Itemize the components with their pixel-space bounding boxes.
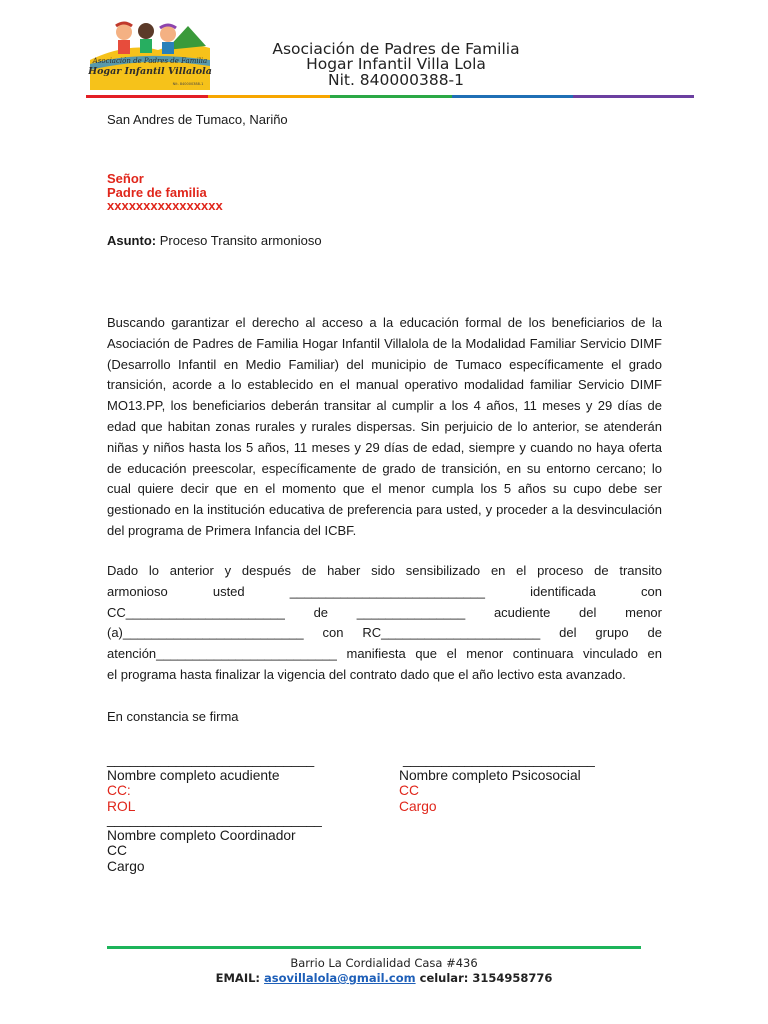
- paragraph-2-line: Dado lo anterior y después de haber sido sensibilizado en el proceso de transito: [107, 563, 662, 578]
- body-paragraph-1: Buscando garantizar el derecho al acceso a la educación formal de los beneficiarios de la Asociación de Padres de Familia Hogar Infantil Villalola de la Modalidad Familiar Servicio DIMF (Desarrollo Infantil en Medio Familiar) del municipio de Tumaco específicamente el grado transición, acorde a lo establecido en el manual operativo modalidad familiar Servicio DIMF MO13.PP, los beneficiarios deberán transitar al cumplir a los 4 años, 11 meses y 29 días de edad que habitan zonas rurales y rurales dispersas. Sin perjuicio de lo anterior, se atenderán niñas y niños hasta los 5 años, 11 meses y 29 días de edad, siempre y cuando no haya oferta de educación preescolar, específicamente de grado de transición, en su entorno cercano; lo cual quiere decir que en el momento que el menor cumpla los 5 años su cupo debe ser gestionado en la institución educativa de preferencia para usted, y proceder a la desvinculación del programa de Primera Infancia del ICBF.: [107, 315, 662, 538]
- logo-text-line1: Asociación de Padres de Familia: [92, 57, 208, 65]
- footer-address: Barrio La Cordialidad Casa #436: [290, 956, 478, 970]
- recipient-title: Señor: [107, 171, 144, 186]
- signature-line: ___________________________: [107, 752, 315, 767]
- footer-rule: [107, 946, 641, 949]
- signature-line: _________________________: [403, 752, 595, 767]
- body-paragraph-2: [107, 561, 662, 686]
- signature-acudiente: [107, 752, 314, 814]
- subject-label: Asunto:: [107, 233, 157, 248]
- signature-name: Nombre completo acudiente: [107, 767, 280, 783]
- paragraph-2-line: (a)_________________________ con RC______________________ del grupo de: [107, 625, 662, 641]
- signature-name: Nombre completo Psicosocial: [399, 767, 581, 783]
- signature-cc: CC: [399, 783, 419, 798]
- rule-segment: [573, 95, 694, 98]
- header-title-line3: Nit. 840000388-1: [327, 71, 465, 89]
- footer-phone: celular: 3154958776: [419, 971, 553, 985]
- footer-contact: [180, 971, 588, 986]
- header-title-line1: Asociación de Padres de Familia: [272, 40, 520, 58]
- rule-segment: [452, 95, 573, 98]
- paragraph-2-line: atención_________________________ manifiesta que el menor continuara vinculado en: [107, 646, 662, 662]
- signature-line: ____________________________: [107, 812, 322, 827]
- subject-text: Proceso Transito armonioso: [156, 233, 322, 248]
- recipient-placeholder: xxxxxxxxxxxxxxxx: [107, 198, 223, 213]
- association-logo: [88, 20, 212, 90]
- signature-cc: CC:: [107, 783, 131, 798]
- footer-email-label: EMAIL:: [215, 971, 261, 985]
- recipient-block: [107, 172, 223, 213]
- closing-text: En constancia se firma: [107, 709, 239, 724]
- logo-text-line2: Hogar Infantil Villalola: [88, 66, 212, 77]
- signature-name: Nombre completo Coordinador: [107, 827, 296, 843]
- logo-text-nit: Nit. 840000388-1: [172, 82, 204, 86]
- subject-line: [107, 231, 322, 252]
- signature-psicosocial: [399, 752, 595, 814]
- footer-email-link[interactable]: asovillalola@gmail.com: [264, 971, 416, 985]
- paragraph-2-line: CC______________________ de _______________ acudiente del menor: [107, 604, 662, 620]
- letter-place: San Andres de Tumaco, Nariño: [107, 112, 288, 127]
- header-title-line2: Hogar Infantil Villa Lola: [306, 55, 486, 73]
- rule-segment: [208, 95, 330, 98]
- signature-role: Cargo: [107, 858, 145, 874]
- signature-cc: CC: [107, 843, 127, 858]
- recipient-name: Padre de familia: [107, 184, 207, 200]
- rule-segment: [86, 95, 208, 98]
- paragraph-2-line: armonioso usted ___________________________ identificada con: [107, 583, 662, 599]
- signature-role: Cargo: [399, 798, 437, 814]
- paragraph-2-last-line: el programa hasta finalizar la vigencia del contrato dado que el año lectivo esta avanzado.: [107, 666, 626, 682]
- header-color-rule: [86, 95, 694, 98]
- signature-role: ROL: [107, 798, 136, 814]
- rule-segment: [330, 95, 452, 98]
- signature-coordinador: [107, 812, 322, 874]
